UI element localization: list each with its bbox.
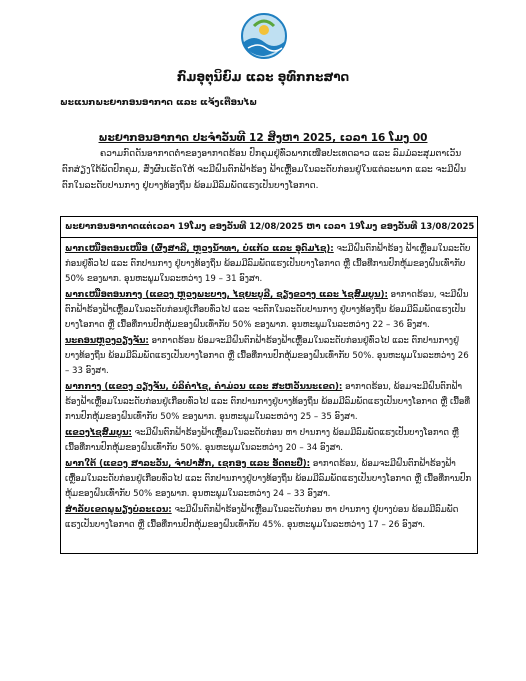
region-name: ພາກກາງ (ແຂວງ ວຽງຈັນ, ບໍລິຄຳໄຊ, ຄຳມ່ວນ ແລະ ສະຫວັນນະເຂດ): — [65, 382, 343, 392]
region-north-central — [65, 288, 473, 333]
region-forecast: ອາກາດຮ້ອນ, ຈະມີຝົນຕົກຟ້າຮ້ອງຟ້າເຫຼື້ອມໃນລະດັບກ່ອນຢູ່ເກືອບທົ່ວໄປ ແລະ ຈະຕົກໃນລະດັບປານກາງ ຢູ່ບາງທ້ອງຖິ່ນ ພ້ອມມີລົມພັດແຮງເປັນບາງໂອກາດ ຫຼື ເນື້ອທີ່ການປົກຫຸ້ມຂອງຝົນເທົ່າກັບ 50% ຂອງພາກ. ອຸນຫະພູມໃນລະຫວ່າງ 22 – 36 ອົງສາ. — [65, 290, 469, 330]
bulletin-intro: ຄວາມກົດດັນອາກາດຕ່ຳຂອງອາກາດຮ້ອນ ປົກຄຸມຢູ່ທົ່ວພາກເໜືອປະເທດລາວ ແລະ ລົມມໍລະສຸມຕາເວັນຕົກສ່ຽງໃຕ້ພັດປົກຄຸມ, ສົ່ງຜົນເຮັດໃຫ້ ຈະມີຝົນຕົກຟ້າຮ້ອງ ຟ້າເຫຼື້ອມໃນລະດັບກ່ອນຢູ່ໃນແຕ່ລະພາກ ແລະ ຈະມີຝົນຕົກໃນລະດັບປານກາງ ຢູ່ບາງທ້ອງຖິ່ນ ພ້ອມມີລົມພັດແຮງເປັນບາງໂອກາດ. — [62, 149, 467, 191]
forecast-box — [60, 216, 478, 554]
region-forecast: ອາກາດຮ້ອນ ພ້ອມຈະມີຝົນຕົກຟ້າຮ້ອງຟ້າເຫຼື້ອມໃນລະດັບກ່ອນຢູ່ທົ່ວໄປ ແລະ ຕົກປານກາງຢູ່ບາງທ້ອງຖິ່ນ ພ້ອມມີລົມພັດແຮງເປັນບາງໂອກາດ ຫຼື ເນື້ອທີ່ການປົກຫຸ້ມຂອງຝົນເທົ່າກັບ 50%. ອຸນຫະພູມໃນລະຫວ່າງ 26 – 33 ອົງສາ. — [65, 336, 469, 376]
region-central — [65, 380, 473, 425]
region-xaisomboun — [65, 426, 473, 456]
region-forecast: ຈະມີຝົນຕົກຟ້າຮ້ອງຟ້າເຫຼື້ອມໃນລະດັບກ່ອນ ຫາ ປານກາງ ພ້ອມມີລົມພັດແຮງເປັນບາງໂອກາດ ຫຼື ເນື້ອທີ່ການປົກຫຸ້ມຂອງຝົນເທົ່າກັບ 50%. ອຸນຫະພູມໃນລະຫວ່າງ 20 – 34 ອົງສາ. — [65, 428, 459, 453]
region-name: ສຳລັບເຂດພູພຽງບໍລະເວນ: — [65, 505, 172, 515]
region-plateau — [65, 503, 473, 533]
region-forecast: ຈະມີຝົນຕົກຟ້າຮ້ອງ ຟ້າເຫຼື້ອມໃນລະດັບກ່ອນຢູ່ທົ່ວໄປ ແລະ ຕົກປານກາງ ຢູ່ບາງທ້ອງຖິ່ນ ພ້ອມມີລົມພັດແຮງເປັນບາງໂອກາດ ຫຼື ເນື້ອທີ່ການປົກຫຸ້ມຂອງຝົນເທົ່າກັບ 50% ຂອງພາກ. ອຸນຫະພູມໃນລະຫວ່າງ 19 – 31 ອົງສາ. — [65, 244, 471, 284]
forecast-period: ພະຍາກອນອາກາດແຕ່ເວລາ 19ໂມງ ຂອງວັນທີ 12/08/2025 ຫາ ເວລາ 19ໂມງ ຂອງວັນທີ 13/08/2025 — [61, 217, 477, 238]
region-south — [65, 457, 473, 502]
department-name: ພະແນກພະຍາກອນອາກາດ ແລະ ແຈ້ງເຕືອນໄພ — [60, 98, 258, 108]
regions-list — [65, 242, 473, 534]
region-name: ພາກເໜືອຕອນກາງ (ແຂວງ ຫຼວງພະບາງ, ໄຊຍະບູລີ, ຊຽງຂວາງ ແລະ ໄຊສົມບູນ): — [65, 290, 388, 300]
region-north-upper — [65, 242, 473, 287]
ministry-name: ກົມອຸຕຸນິຍົມ ແລະ ອຸທົກກະສາດ — [176, 70, 350, 84]
region-forecast: ອາກາດຮ້ອນ, ພ້ອມຈະມີຝົນຕົກຟ້າຮ້ອງຟ້າເຫຼື້ອມໃນລະດັບກ່ອນຢູ່ເກືອບທົ່ວໄປ ແລະ ຕົກປານກາງຢູ່ບາງທ້ອງຖິ່ນ ພ້ອມມີລົມພັດແຮງເປັນບາງໂອກາດ ຫຼື ເນື້ອທີ່ການປົກຫຸ້ມຂອງຝົນເທົ່າກັບ 50% ຂອງພາກ. ອຸນຫະພູມໃນລະຫວ່າງ 24 – 33 ອົງສາ. — [65, 459, 472, 499]
region-name: ນະຄອນຫຼວງວຽງຈັນ: — [65, 336, 149, 346]
region-vientiane-capital — [65, 334, 473, 379]
region-name: ແຂວງໄຊສົມບູນ: — [65, 428, 132, 438]
region-name: ພາກໃຕ້ (ແຂວງ ສາລະວັນ, ຈຳປາສັກ, ເຊກອງ ແລະ ອັດຕະປື): — [65, 459, 311, 469]
department-logo — [240, 12, 288, 62]
region-name: ພາກເໜືອຕອນເໜືອ (ຜົ້ງສາລີ, ຫຼວງນ້ຳທາ, ບໍ່ແກ້ວ ແລະ ອຸດົມໄຊ): — [65, 244, 334, 254]
region-forecast: ຈະມີຝົນຕົກຟ້າຮ້ອງຟ້າເຫຼື້ອມໃນລະດັບກ່ອນ ຫາ ປານກາງ ຢູ່ບາງບ່ອນ ພ້ອມມີລົມພັດແຮງເປັນບາງໂອກາດ ຫຼື ເນື້ອທີ່ການປົກຫຸ້ມຂອງຝົນເທົ່າກັບ 45%. ອຸນຫະພູມໃນລະຫວ່າງ 17 – 26 ອົງສາ. — [65, 505, 459, 530]
bulletin-title: ພະຍາກອນອາກາດ ປະຈຳວັນທີ 12 ສິງຫາ 2025, ເວລາ 16 ໂມງ 00 — [98, 132, 428, 144]
region-forecast: ອາກາດຮ້ອນ, ພ້ອມຈະມີຝົນຕົກຟ້າຮ້ອງຟ້າເຫຼື້ອມໃນລະດັບກ່ອນຢູ່ເກືອບທົ່ວໄປ ແລະ ຕົກປານກາງຢູ່ບາງທ້ອງຖິ່ນ ພ້ອມມີລົມພັດແຮງເປັນບາງໂອກາດ ຫຼື ເນື້ອທີ່ການປົກຫຸ້ມຂອງຝົນເທົ່າກັບ 50% ຂອງພາກ. ອຸນຫະພູມໃນລະຫວ່າງ 25 – 35 ອົງສາ. — [65, 382, 470, 422]
